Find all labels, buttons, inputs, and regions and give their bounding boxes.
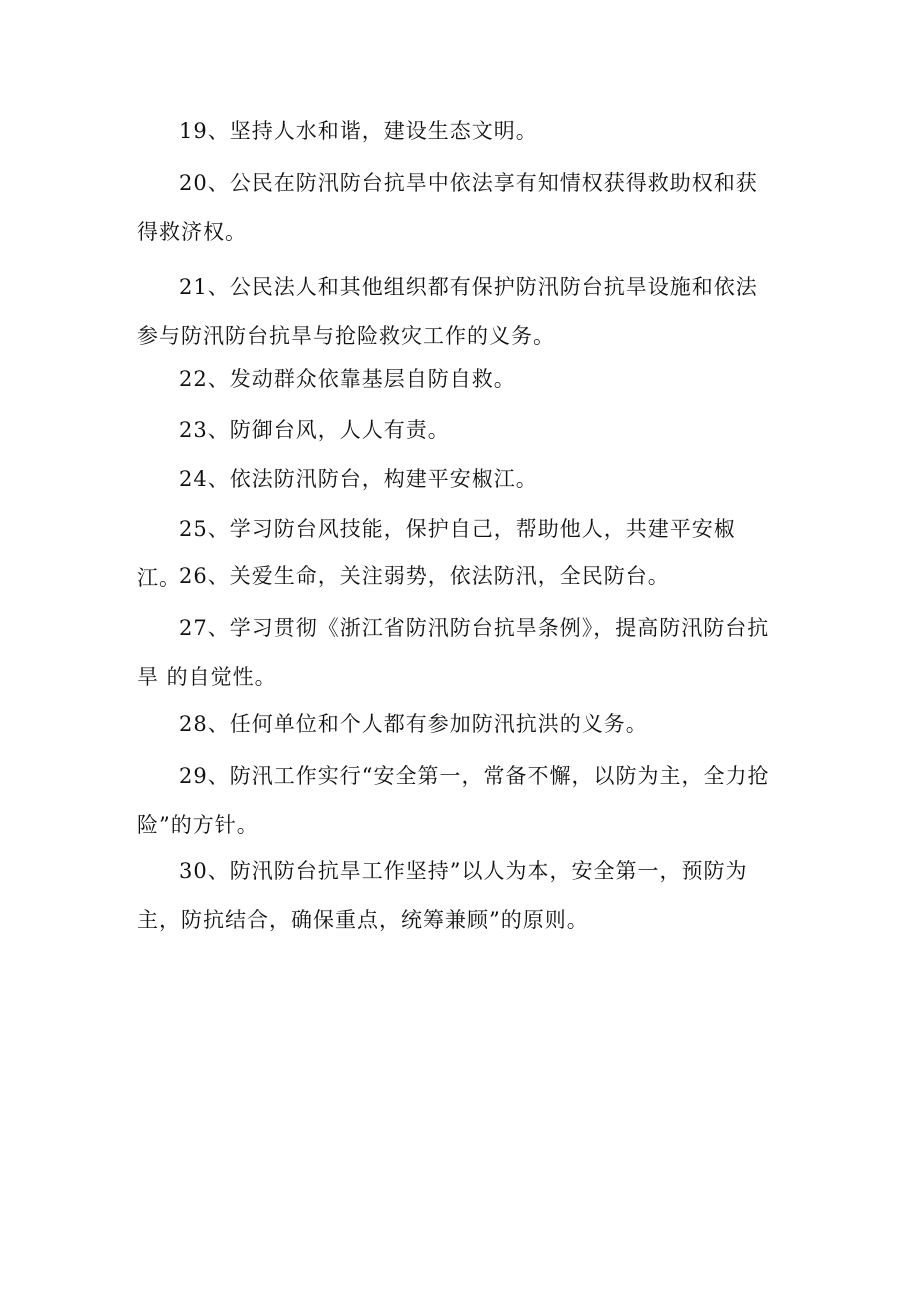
list-item-24: 24、依法防汛防台，构建平安椒江。 [179,467,538,491]
list-item-22: 22、发动群众依靠基层自防自救。 [179,367,516,391]
list-item-25: 25、学习防台风技能，保护自己，帮助他人，共建平安椒江。 [137,517,736,590]
list-item-27: 27、学习贯彻《浙江省防汛防台抗旱条例》，提高防汛防台抗旱 的自觉性。 [137,616,770,689]
list-item-26: 26、关爱生命，关注弱势，依法防汛，全民防台。 [179,564,670,588]
list-item-28: 28、任何单位和个人都有参加防汛抗洪的义务。 [179,712,648,736]
list-item-30: 30、防汛防台抗旱工作坚持”以人为本，安全第一，预防为主，防抗结合，确保重点，统筹兼顾”的原则。 [137,859,748,932]
list-item-21: 21、公民法人和其他组织都有保护防汛防台抗旱设施和依法参与防汛防台抗旱与抢险救灾工作的义务。 [137,275,758,348]
list-item-29: 29、防汛工作实行“安全第一，常备不懈，以防为主，全力抢险”的方针。 [137,764,770,837]
list-item-20: 20、公民在防汛防台抗旱中依法享有知情权获得救助权和获得救济权。 [137,171,758,244]
list-item-19: 19、坚持人水和谐，建设生态文明。 [179,119,538,143]
list-item-23: 23、防御台风，人人有责。 [179,418,450,442]
